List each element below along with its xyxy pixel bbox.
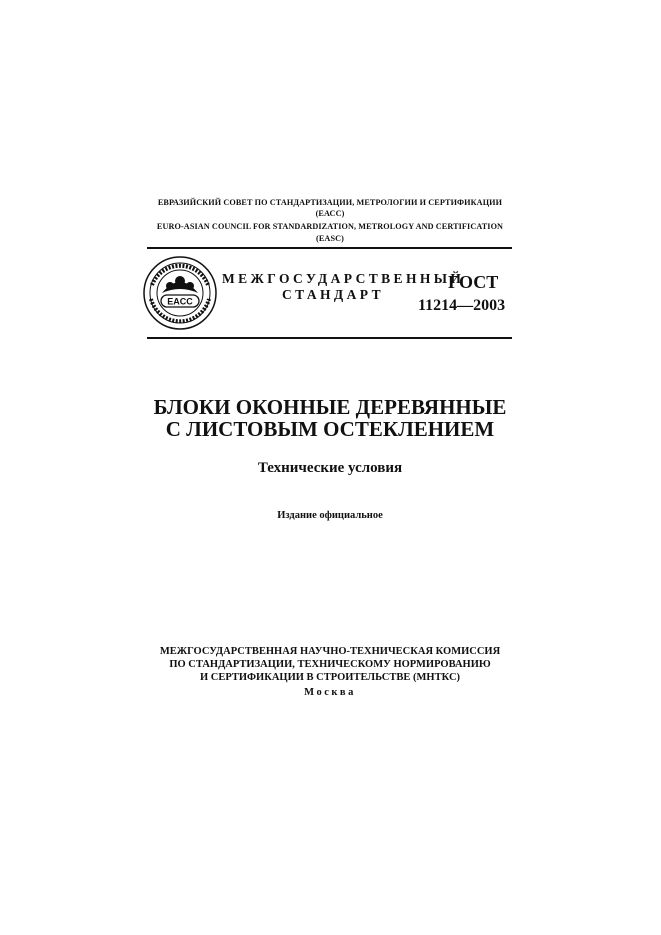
bottom-divider [147,337,512,339]
standard-label: СТАНДАРТ [282,287,384,302]
interstate-label: МЕЖГОСУДАРСТВЕННЫЙ [222,271,465,286]
council-abbr-en: (EASC) [316,234,344,243]
commission-line-3: И СЕРТИФИКАЦИИ В СТРОИТЕЛЬСТВЕ (МНТКС) [199,672,461,683]
edition-label: Издание официальное [277,510,383,521]
document-subtitle: Технические условия [257,460,403,476]
commission-line-1: МЕЖГОСУДАРСТВЕННАЯ НАУЧНО-ТЕХНИЧЕСКАЯ КОМИССИЯ [159,646,501,657]
commission-line-2: ПО СТАНДАРТИЗАЦИИ, ТЕХНИЧЕСКОМУ НОРМИРОВАНИЮ [169,659,491,670]
gost-label: ГОСТ [448,272,499,292]
council-name-en: EURO-ASIAN COUNCIL FOR STANDARDIZATION, METROLOGY AND CERTIFICATION [156,222,504,231]
publication-city: Москва [304,687,356,698]
document-title-line-1: БЛОКИ ОКОННЫЕ ДЕРЕВЯННЫЕ [153,395,507,419]
logo-text: EACC [167,296,193,307]
top-divider [147,247,512,249]
easc-logo-icon [142,255,218,331]
document-title-line-2: С ЛИСТОВЫМ ОСТЕКЛЕНИЕМ [165,417,495,441]
council-abbr-ru: (ЕАСС) [315,209,345,218]
council-name-ru: ЕВРАЗИЙСКИЙ СОВЕТ ПО СТАНДАРТИЗАЦИИ, МЕТРОЛОГИИ И СЕРТИФИКАЦИИ [157,198,503,207]
gost-number: 11214—2003 [418,297,506,314]
